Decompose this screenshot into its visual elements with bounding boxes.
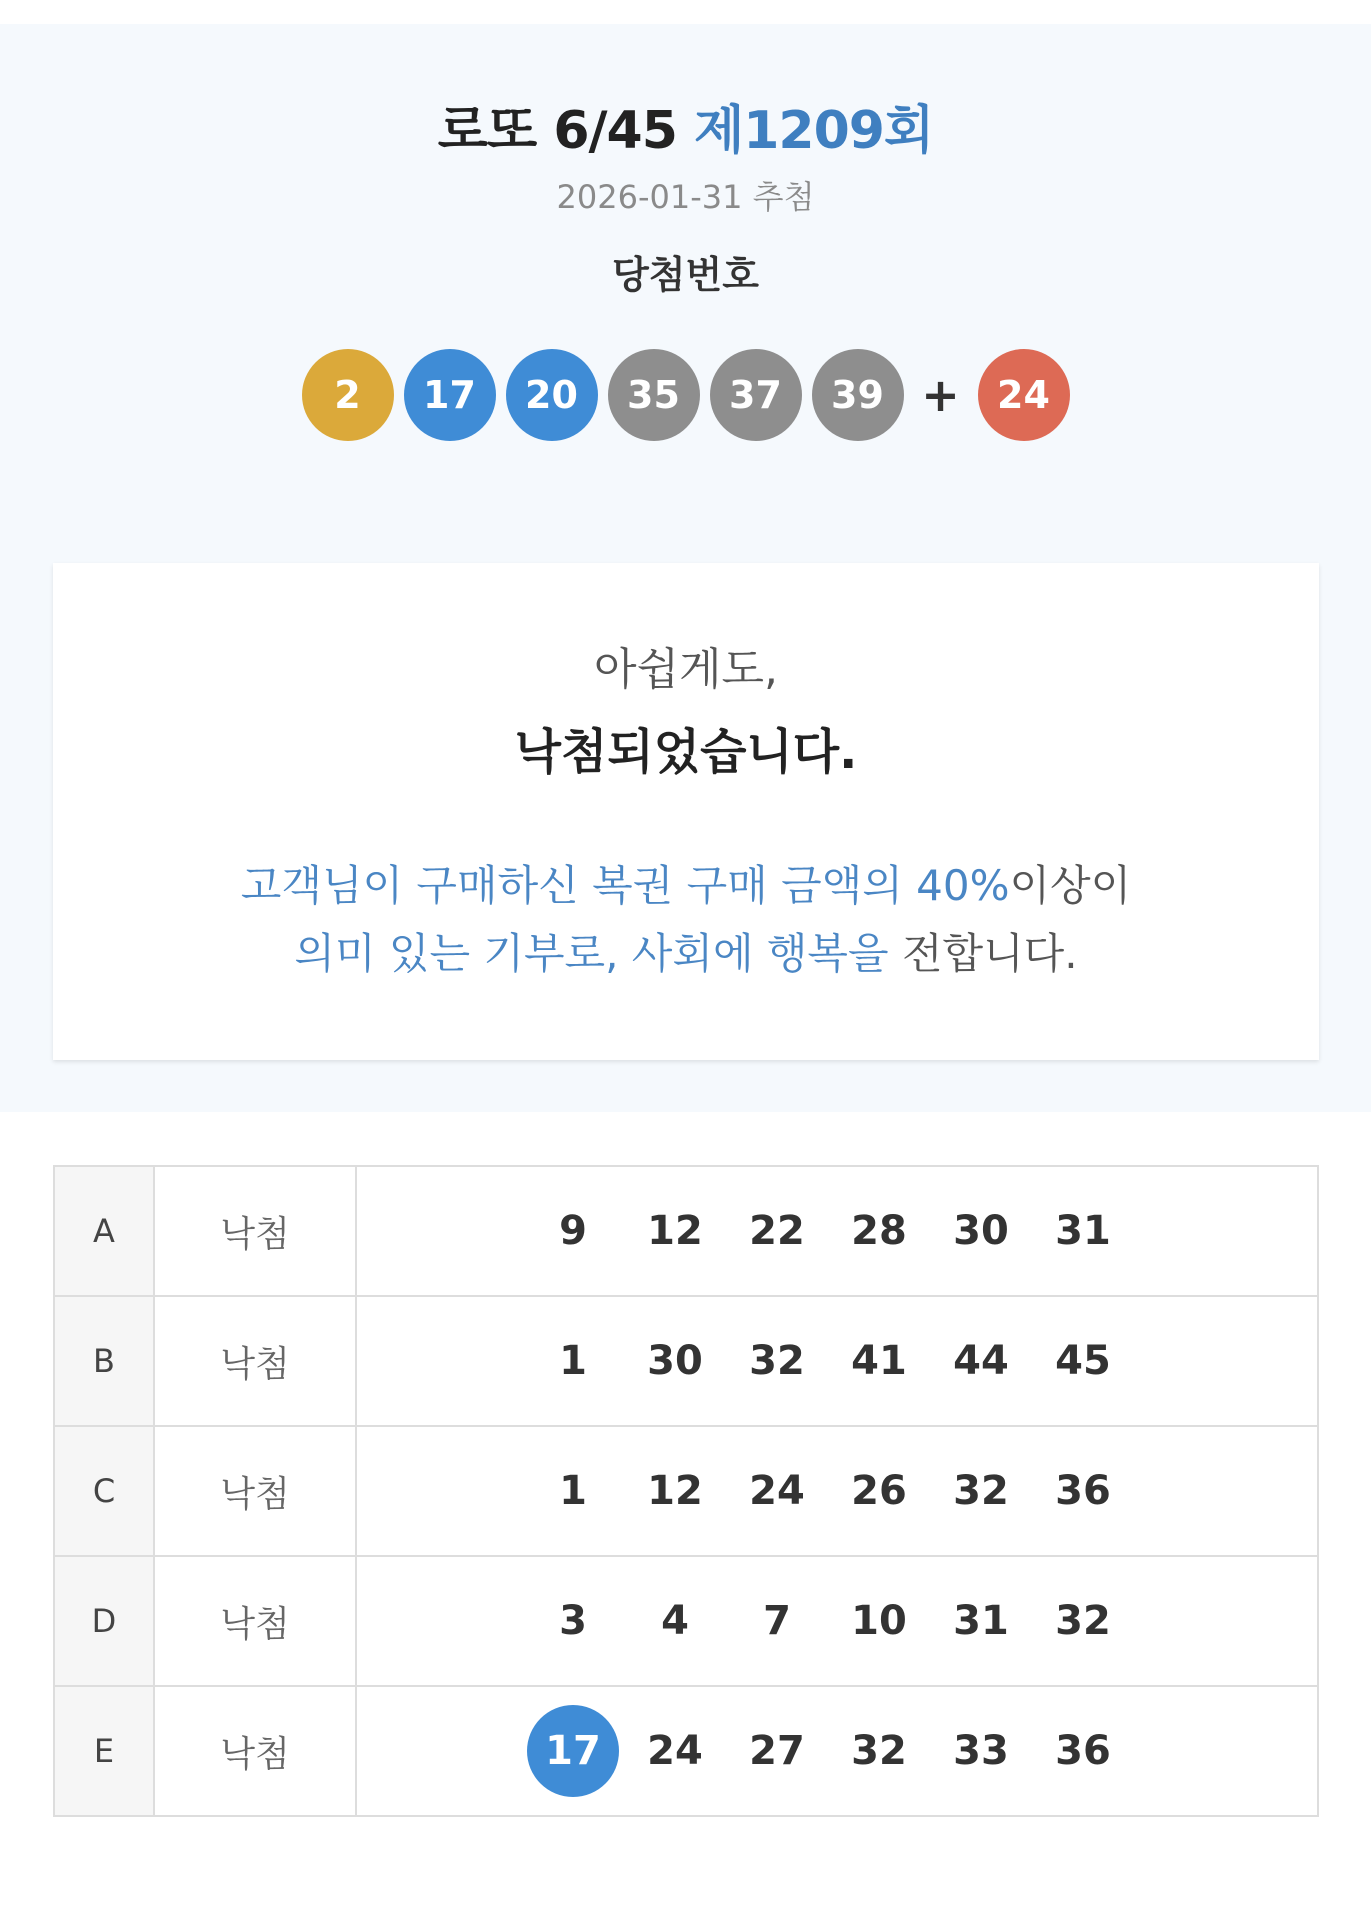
game-status: 낙첨	[154, 1686, 356, 1816]
ticket-number: 7	[763, 1598, 791, 1644]
page-title	[0, 88, 1371, 163]
ticket-number: 28	[851, 1208, 907, 1254]
ticket-number: 12	[647, 1208, 703, 1254]
donation-message-text: 전합니다.	[888, 929, 1078, 978]
winning-ball: 2	[302, 349, 394, 441]
donation-message-highlight: 의미 있는 기부로, 사회에 행복을	[294, 929, 889, 978]
game-key: D	[54, 1556, 154, 1686]
winning-ball: 20	[506, 349, 598, 441]
draw-date: 2026-01-31 추첨	[556, 178, 815, 216]
donation-message-line1	[53, 853, 1319, 913]
ticket-number: 26	[851, 1468, 907, 1514]
ticket-number: 9	[559, 1208, 587, 1254]
ticket-number: 1	[559, 1468, 587, 1514]
table-row	[54, 1296, 1318, 1426]
table-row	[54, 1426, 1318, 1556]
title-prefix: 로또 6/45	[437, 101, 677, 161]
ticket-number: 36	[1055, 1468, 1111, 1514]
ticket-number: 30	[953, 1208, 1009, 1254]
winning-ball: 39	[812, 349, 904, 441]
game-numbers	[356, 1166, 1318, 1296]
ticket-number: 10	[851, 1598, 907, 1644]
table-row	[54, 1686, 1318, 1816]
game-key: B	[54, 1296, 154, 1426]
ticket-number: 30	[647, 1338, 703, 1384]
donation-message-line2	[53, 921, 1319, 981]
result-status: 낙첨되었습니다.	[514, 724, 858, 780]
ticket-number: 24	[749, 1468, 805, 1514]
game-status: 낙첨	[154, 1166, 356, 1296]
ticket-number: 22	[749, 1208, 805, 1254]
matched-number: 17	[527, 1705, 619, 1797]
ticket-number: 32	[1055, 1598, 1111, 1644]
winning-ball: 17	[404, 349, 496, 441]
game-key: C	[54, 1426, 154, 1556]
game-status: 낙첨	[154, 1556, 356, 1686]
result-intro: 아쉽게도,	[593, 644, 778, 695]
ticket-number: 31	[1055, 1208, 1111, 1254]
plus-icon: +	[921, 368, 960, 422]
game-numbers	[356, 1426, 1318, 1556]
ticket-number: 1	[559, 1338, 587, 1384]
game-numbers	[356, 1686, 1318, 1816]
round-number: 제1209회	[694, 101, 934, 161]
result-card	[53, 563, 1319, 1060]
game-numbers	[356, 1556, 1318, 1686]
ticket-results-table	[53, 1165, 1319, 1817]
ticket-number: 32	[749, 1338, 805, 1384]
table-row	[54, 1166, 1318, 1296]
game-numbers	[356, 1296, 1318, 1426]
winning-numbers	[0, 349, 1371, 441]
ticket-number: 27	[749, 1728, 805, 1774]
donation-message-text: 이상이	[1009, 861, 1132, 910]
winning-ball: 35	[608, 349, 700, 441]
ticket-number: 44	[953, 1338, 1009, 1384]
winning-ball: 37	[710, 349, 802, 441]
game-key: E	[54, 1686, 154, 1816]
ticket-number: 4	[661, 1598, 689, 1644]
ticket-number: 31	[953, 1598, 1009, 1644]
ticket-number: 24	[647, 1728, 703, 1774]
game-status: 낙첨	[154, 1426, 356, 1556]
bonus-ball: 24	[978, 349, 1070, 441]
ticket-number: 3	[559, 1598, 587, 1644]
winning-numbers-label: 당첨번호	[612, 253, 759, 297]
game-status: 낙첨	[154, 1296, 356, 1426]
game-key: A	[54, 1166, 154, 1296]
donation-message-highlight: 고객님이 구매하신 복권 구매 금액의 40%	[240, 861, 1010, 910]
ticket-number: 32	[851, 1728, 907, 1774]
ticket-number: 32	[953, 1468, 1009, 1514]
ticket-number: 12	[647, 1468, 703, 1514]
ticket-number: 45	[1055, 1338, 1111, 1384]
table-row	[54, 1556, 1318, 1686]
ticket-number: 36	[1055, 1728, 1111, 1774]
ticket-number: 33	[953, 1728, 1009, 1774]
ticket-number: 41	[851, 1338, 907, 1384]
